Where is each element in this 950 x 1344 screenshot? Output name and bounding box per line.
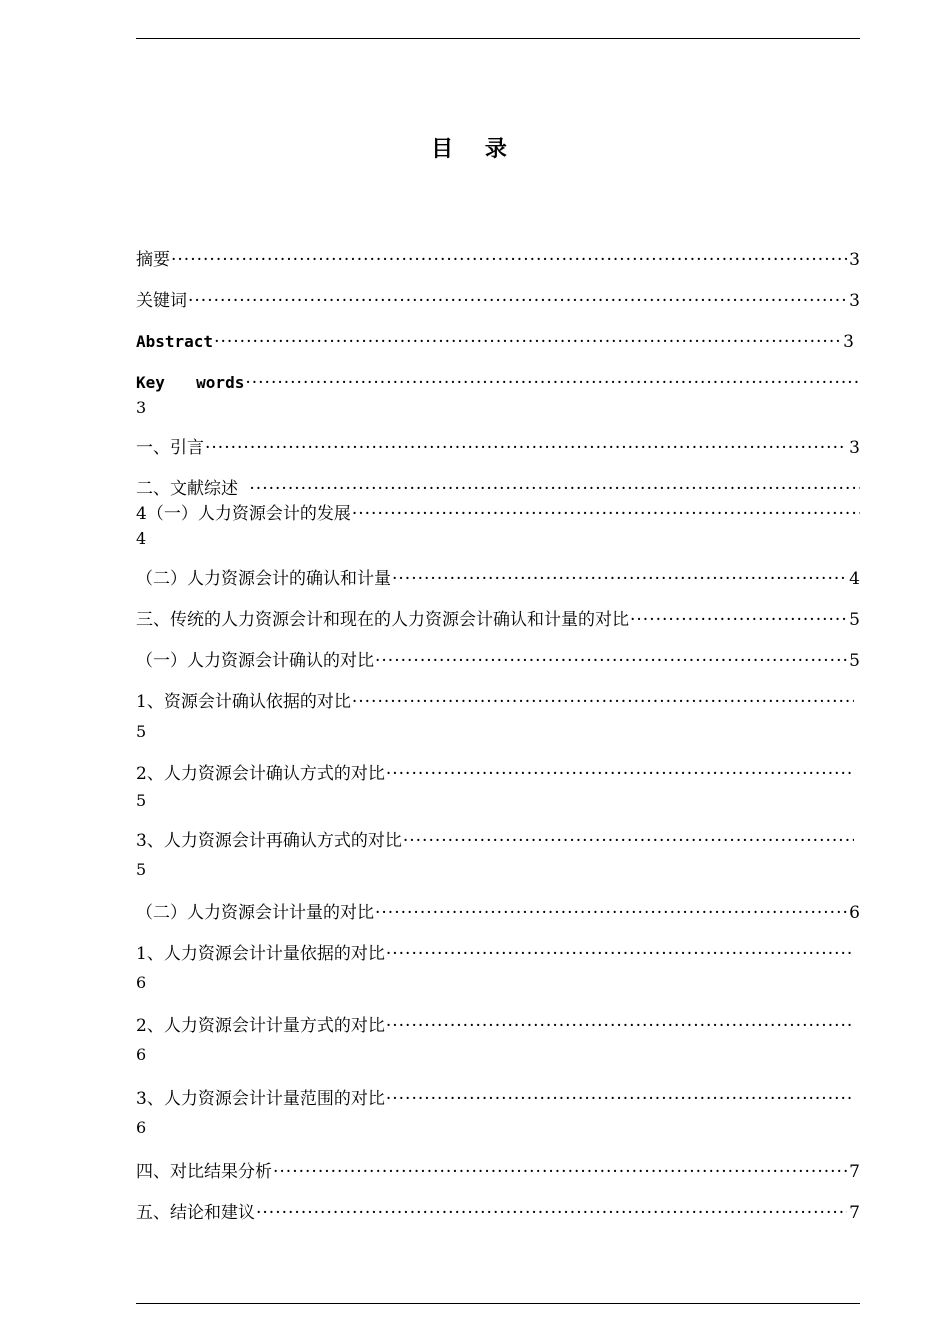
toc-label: 四、对比结果分析 (136, 1162, 272, 1182)
toc-label: 2、人力资源会计计量方式的对比 (136, 1016, 385, 1036)
toc-entry-measurement-scope[interactable] (136, 1088, 854, 1139)
toc-label: 二、文献综述 (136, 479, 244, 499)
toc-page-number: 4 (136, 529, 147, 548)
toc-leader-dots (386, 763, 854, 785)
toc-page-number: 6 (136, 1118, 147, 1137)
toc-entry-measurement-basis[interactable] (136, 943, 854, 994)
toc-label: （一）人力资源会计的发展 (146, 504, 351, 524)
toc-leader-dots (273, 1161, 847, 1183)
toc-label: （二）人力资源会计计量的对比 (136, 903, 374, 923)
toc-page-number: 5 (136, 791, 147, 810)
toc-entry-keywords-en[interactable] (136, 372, 860, 419)
toc-page-number: 7 (849, 1162, 860, 1182)
toc-leader-dots (386, 1015, 854, 1037)
toc-leader-dots (386, 1088, 854, 1110)
toc-page-number: 5 (849, 610, 860, 630)
toc-leader-dots (214, 331, 841, 353)
toc-entry-keywords-cn[interactable] (136, 290, 860, 312)
toc-page-number: 3 (849, 250, 860, 270)
toc-page-number: 5 (136, 860, 147, 879)
toc-page-number: 6 (136, 973, 147, 992)
footer-rule (136, 1303, 860, 1304)
toc-leader-dots (375, 902, 847, 924)
toc-entry-rerecognition-method[interactable] (136, 830, 854, 881)
toc-label: （一）人力资源会计确认的对比 (136, 651, 374, 671)
toc-label: 3、人力资源会计再确认方式的对比 (136, 831, 402, 851)
toc-leader-dots (249, 478, 860, 500)
toc-leader-dots (392, 568, 847, 590)
toc-page-number: 3 (849, 291, 860, 311)
toc-page-number: 3 (136, 398, 147, 417)
toc-entry-result-analysis[interactable] (136, 1161, 860, 1183)
toc-label: 五、结论和建议 (136, 1203, 255, 1223)
toc-entry-abstract-cn[interactable] (136, 249, 860, 271)
toc-page-number: 5 (849, 651, 860, 671)
toc-leader-dots (352, 503, 860, 525)
toc-leader-dots (188, 290, 847, 312)
toc-label: 摘要 (136, 250, 170, 270)
toc-leader-dots (386, 943, 854, 965)
toc-entry-recognition-comparison[interactable] (136, 650, 860, 672)
toc-entry-hra-development[interactable] (136, 503, 860, 550)
toc-leader-dots (245, 372, 860, 394)
toc-page-number: 6 (136, 1045, 147, 1064)
toc-leader-dots (205, 437, 847, 459)
toc-entry-measurement-comparison[interactable] (136, 902, 860, 924)
toc-page-number: 3 (849, 438, 860, 458)
toc-label: 1、资源会计确认依据的对比 (136, 692, 351, 712)
toc-page-number: 4 (136, 504, 147, 524)
toc-page-number: 4 (849, 569, 860, 589)
header-rule (136, 38, 860, 39)
toc-label: 一、引言 (136, 438, 204, 458)
toc-label: 关键词 (136, 291, 187, 311)
toc-leader-dots (256, 1202, 847, 1224)
toc-entry-introduction[interactable] (136, 437, 860, 459)
toc-entry-recognition-basis[interactable] (136, 691, 854, 743)
toc-entry-comparison[interactable] (136, 609, 860, 631)
toc-entry-recognition-method[interactable] (136, 763, 854, 812)
page-title: 目 录 (431, 136, 519, 162)
toc-label: 1、人力资源会计计量依据的对比 (136, 944, 385, 964)
toc-entry-conclusion[interactable] (136, 1202, 860, 1224)
toc-label: 3、人力资源会计计量范围的对比 (136, 1089, 385, 1109)
toc-label: 三、传统的人力资源会计和现在的人力资源会计确认和计量的对比 (136, 610, 629, 630)
toc-entry-abstract-en[interactable] (136, 331, 860, 353)
toc-leader-dots (352, 691, 854, 713)
toc-page-number: 5 (136, 722, 147, 741)
toc-leader-dots (171, 249, 847, 271)
toc-page-number: 3 (843, 332, 854, 352)
toc-entry-measurement-method[interactable] (136, 1015, 854, 1066)
toc-leader-dots (375, 650, 847, 672)
toc-entry-literature-review[interactable] (136, 478, 860, 500)
toc-entry-hra-recognition-measurement[interactable] (136, 568, 860, 590)
toc-leader-dots (403, 830, 854, 852)
toc-page-number: 7 (849, 1203, 860, 1223)
toc-label: Abstract (136, 332, 214, 351)
toc-label: （二）人力资源会计的确认和计量 (136, 569, 391, 589)
toc-page-number: 6 (849, 903, 860, 923)
toc-label: Key words (136, 373, 245, 392)
toc-label: 2、人力资源会计确认方式的对比 (136, 764, 385, 784)
toc-leader-dots (630, 609, 847, 631)
